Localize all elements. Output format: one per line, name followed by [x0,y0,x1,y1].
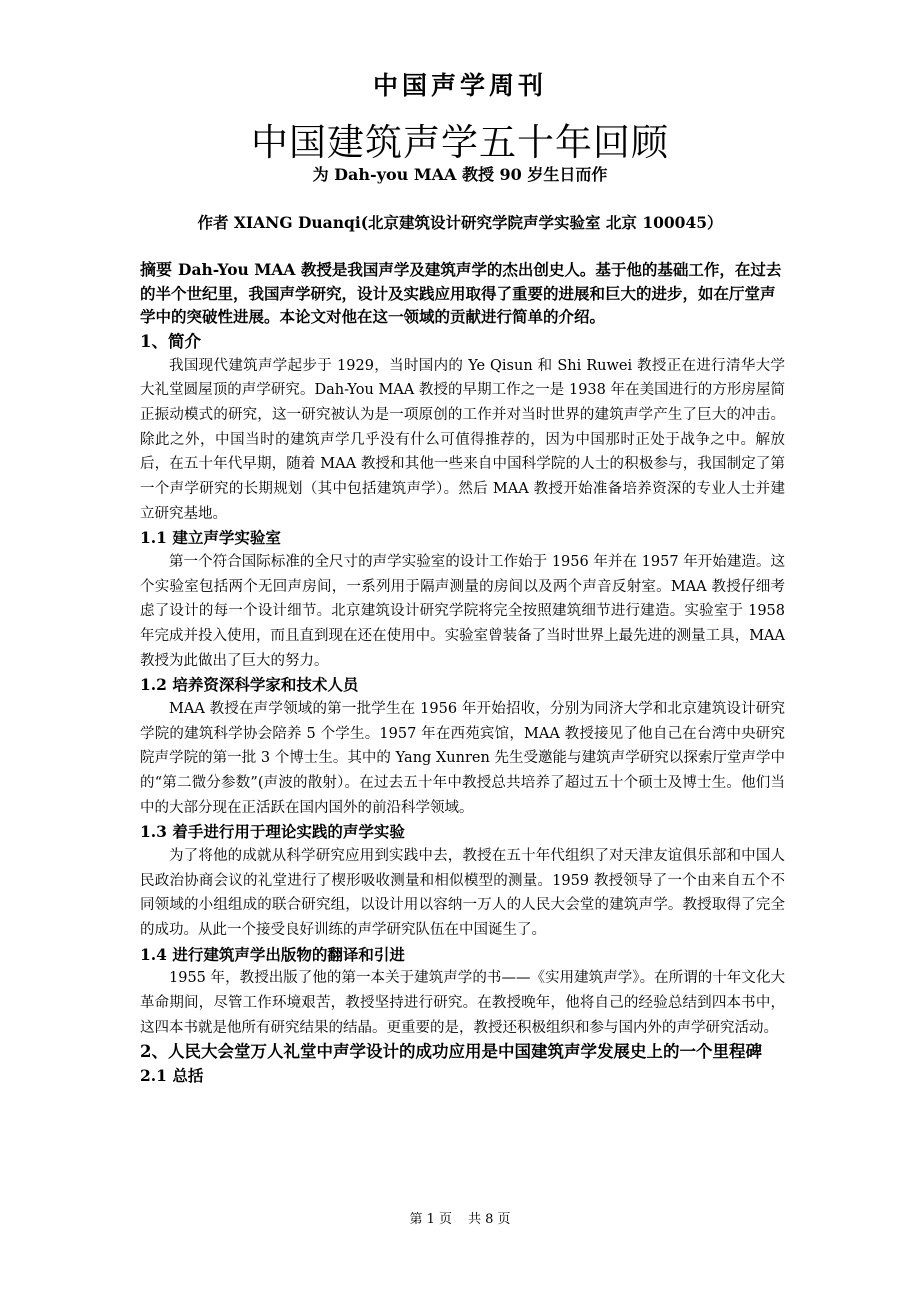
section-1-3-text: 为了将他的成就从科学研究应用到实践中去，教授在五十年代组织了对天津友谊俱乐部和中国人民政治协商会议的礼堂进行了楔形吸收测量和相似模型的测量。1959 教授领导了一个由来自五个不同领域的小组组成的联合研究组，以设计用以容纳一万人的人民大会堂的建筑声学。教授取得了完全的成功。从此一个接受良好训练的声学研究队伍在中国诞生了。 [140,847,785,939]
page-total: 共 8 页 [468,1212,511,1227]
article-body [140,258,785,1088]
section-2-1-heading: 2.1 总括 [140,1066,204,1086]
section-2-heading: 2、人民大会堂万人礼堂中声学设计的成功应用是中国建筑声学发展史上的一个里程碑 [140,1042,762,1062]
section-1-3-heading: 1.3 着手进行用于理论实践的声学实验 [140,822,405,842]
section-1-4-text: 1955 年，教授出版了他的第一本关于建筑声学的书——《实用建筑声学》。在所谓的十年文化大革命期间，尽管工作环境艰苦，教授坚持进行研究。在教授晚年，他将自己的经验总结到四本书中，这四本书就是他所有研究结果的结晶。更重要的是，教授还积极组织和参与国内外的声学研究活动。 [140,970,785,1036]
section-1-text: 我国现代建筑声学起步于 1929，当时国内的 Ye Qisun 和 Shi Ruwei 教授正在进行清华大学大礼堂圆屋顶的声学研究。Dah-You MAA 教授的早期工作之一是 1938 年在美国进行的方形房屋简正振动模式的研究，这一研究被认为是一项原创的工作并对当时世界的建筑声学产生了巨大的冲击。除此之外，中国当时的建筑声学几乎没有什么可值得推荐的，因为中国那时正处于战争之中。解放后，在五十年代早期，随着 MAA 教授和其他一些来自中国科学院的人士的积极参与，我国制定了第一个声学研究的长期规划（其中包括建筑声学）。然后 MAA 教授开始准备培养资深的专业人士并建立研究基地。 [140,357,785,522]
abstract-text: Dah-You MAA 教授是我国声学及建筑声学的杰出创史人。基于他的基础工作，在过去的半个世纪里，我国声学研究，设计及实践应用取得了重要的进展和巨大的进步，如在厅堂声学中的突破性进展。本论文对他在这一领域的贡献进行简单的介绍。 [140,260,782,326]
author-line: 作者 XIANG Duanqi(北京建筑设计研究学院声学实验室 北京 100045） [197,213,723,232]
section-1-1-heading: 1.1 建立声学实验室 [140,528,281,548]
section-1-4-heading: 1.4 进行建筑声学出版物的翻译和引进 [140,944,405,964]
page-footer [0,1208,920,1227]
section-1-2-text: MAA 教授在声学领域的第一批学生在 1956 年开始招收，分别为同济大学和北京建筑设计研究学院的建筑科学协会陪养 5 个学生。1957 年在西苑宾馆，MAA 教授接见了他自己在台湾中央研究院声学院的第一批 3 个博士生。其中的 Yang Xunren 先生受邀能与建筑声学研究以探索厅堂声学中的“第二微分参数”(声波的散射）。在过去五十年中教授总共培养了超过五十个硕士及博士生。他们当中的大部分现在正活跃在国内国外的前沿科学领域。 [140,700,785,816]
section-1-heading: 1、简介 [140,331,201,351]
section-1-1-text: 第一个符合国际标准的全尺寸的声学实验室的设计工作始于 1956 年并在 1957 年开始建造。这个实验室包括两个无回声房间，一系列用于隔声测量的房间以及两个声音反射室。MAA 教授仔细考虑了设计的每一个设计细节。北京建筑设计研究学院将完全按照建筑细节进行建造。实验室于 1958 年完成并投入使用，而且直到现在还在使用中。实验室曾装备了当时世界上最先进的测量工具，MAA 教授为此做出了巨大的努力。 [140,553,785,669]
article-subtitle: 为 Dah-you MAA 教授 90 岁生日而作 [312,165,608,184]
abstract-label: 摘要 [140,260,173,279]
section-1-2-heading: 1.2 培养资深科学家和技术人员 [140,675,359,695]
article-title: 中国建筑声学五十年回顾 [251,121,669,164]
journal-name: 中国声学周刊 [372,71,547,100]
page-number: 第 1 页 [409,1212,452,1227]
abstract [140,258,785,329]
